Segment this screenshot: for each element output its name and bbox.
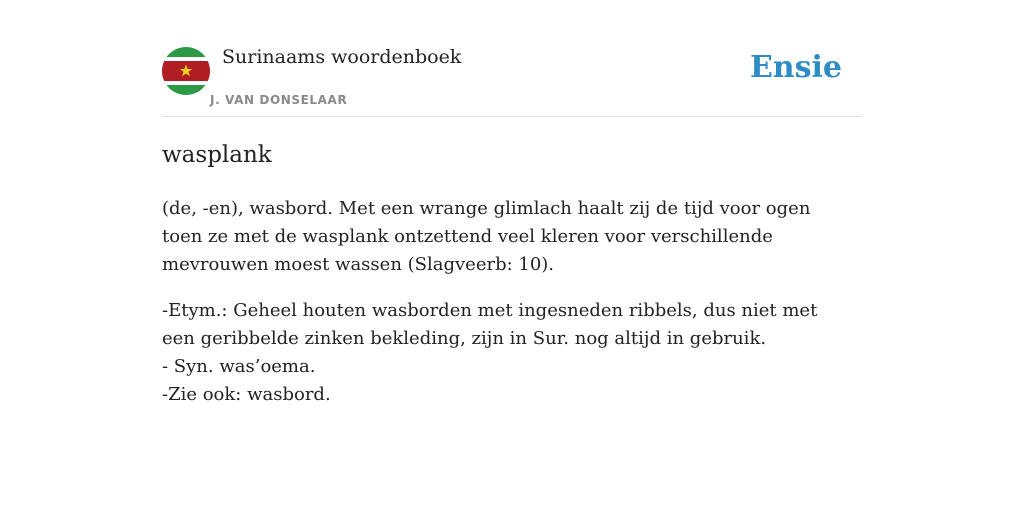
dictionary-author: J. VAN DONSELAAR xyxy=(210,93,348,107)
headword: wasplank xyxy=(162,142,272,168)
synonym-line: - Syn. was’oema. xyxy=(162,356,316,377)
entry-content xyxy=(162,138,852,409)
see-also-line: -Zie ook: wasbord. xyxy=(162,384,331,405)
etymology-line: -Etym.: Geheel houten wasborden met ingesneden ribbels, dus niet met een geribbelde zinken bekleding, zijn in Sur. nog altijd in gebruik. xyxy=(162,300,818,349)
brand-logo[interactable]: Ensie xyxy=(749,50,842,85)
dictionary-title[interactable]: Surinaams woordenboek xyxy=(222,46,462,68)
header xyxy=(162,46,862,117)
definition-text: (de, -en), wasbord. Met een wrange glimlach haalt zij de tijd voor ogen toen ze met de wasplank ontzettend veel kleren voor verschillende mevrouwen moest wassen (Slagveerb: 10). xyxy=(162,198,811,275)
suriname-flag-icon xyxy=(162,47,210,95)
etymology-section xyxy=(162,297,852,409)
